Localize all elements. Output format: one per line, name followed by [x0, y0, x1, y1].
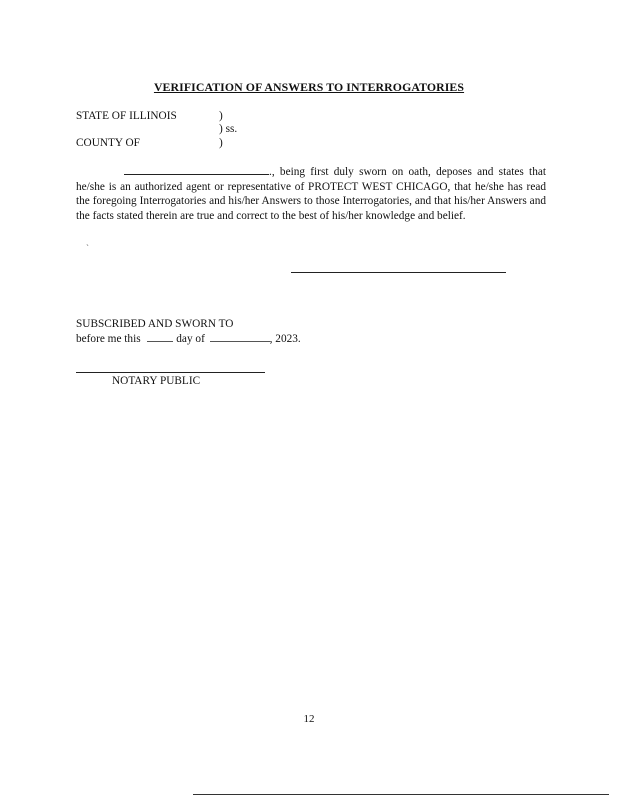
subscribed-label: SUBSCRIBED AND SWORN TO — [76, 318, 234, 330]
bottom-rule — [193, 794, 609, 795]
document-title: VERIFICATION OF ANSWERS TO INTERROGATORIES — [153, 80, 465, 94]
day-of-text: day of — [176, 333, 205, 345]
notary-label: NOTARY PUBLIC — [112, 375, 201, 387]
venue-ss: ) ss. — [219, 123, 238, 135]
affiant-name-blank[interactable] — [124, 164, 269, 175]
page-number: 12 — [303, 713, 315, 725]
notary-signature-line[interactable] — [76, 372, 265, 373]
affiant-signature-line[interactable] — [291, 272, 506, 273]
before-me-text: before me this — [76, 333, 141, 345]
stray-mark: ˏ — [86, 236, 89, 246]
venue-paren-1: ) — [219, 110, 223, 122]
affidavit-paragraph — [76, 164, 546, 223]
county-label: COUNTY OF — [76, 137, 140, 149]
state-label: STATE OF ILLINOIS — [76, 110, 177, 122]
month-blank[interactable] — [210, 332, 270, 342]
affidavit-text: ., being first duly sworn on oath, deposes and states that he/she is an authorized agent or representative of PROTECT WEST CHICAGO, that he/she has read the foregoing Interrogatories and his/her Answers to those Interrogatories, and that his/her Answers and the facts stated therein are true and correct to the best of his/her knowledge and belief. — [76, 166, 546, 222]
subscribed-date-line — [76, 332, 301, 345]
year-text: , 2023. — [269, 333, 301, 345]
venue-paren-3: ) — [219, 137, 223, 149]
day-blank[interactable] — [147, 332, 173, 342]
